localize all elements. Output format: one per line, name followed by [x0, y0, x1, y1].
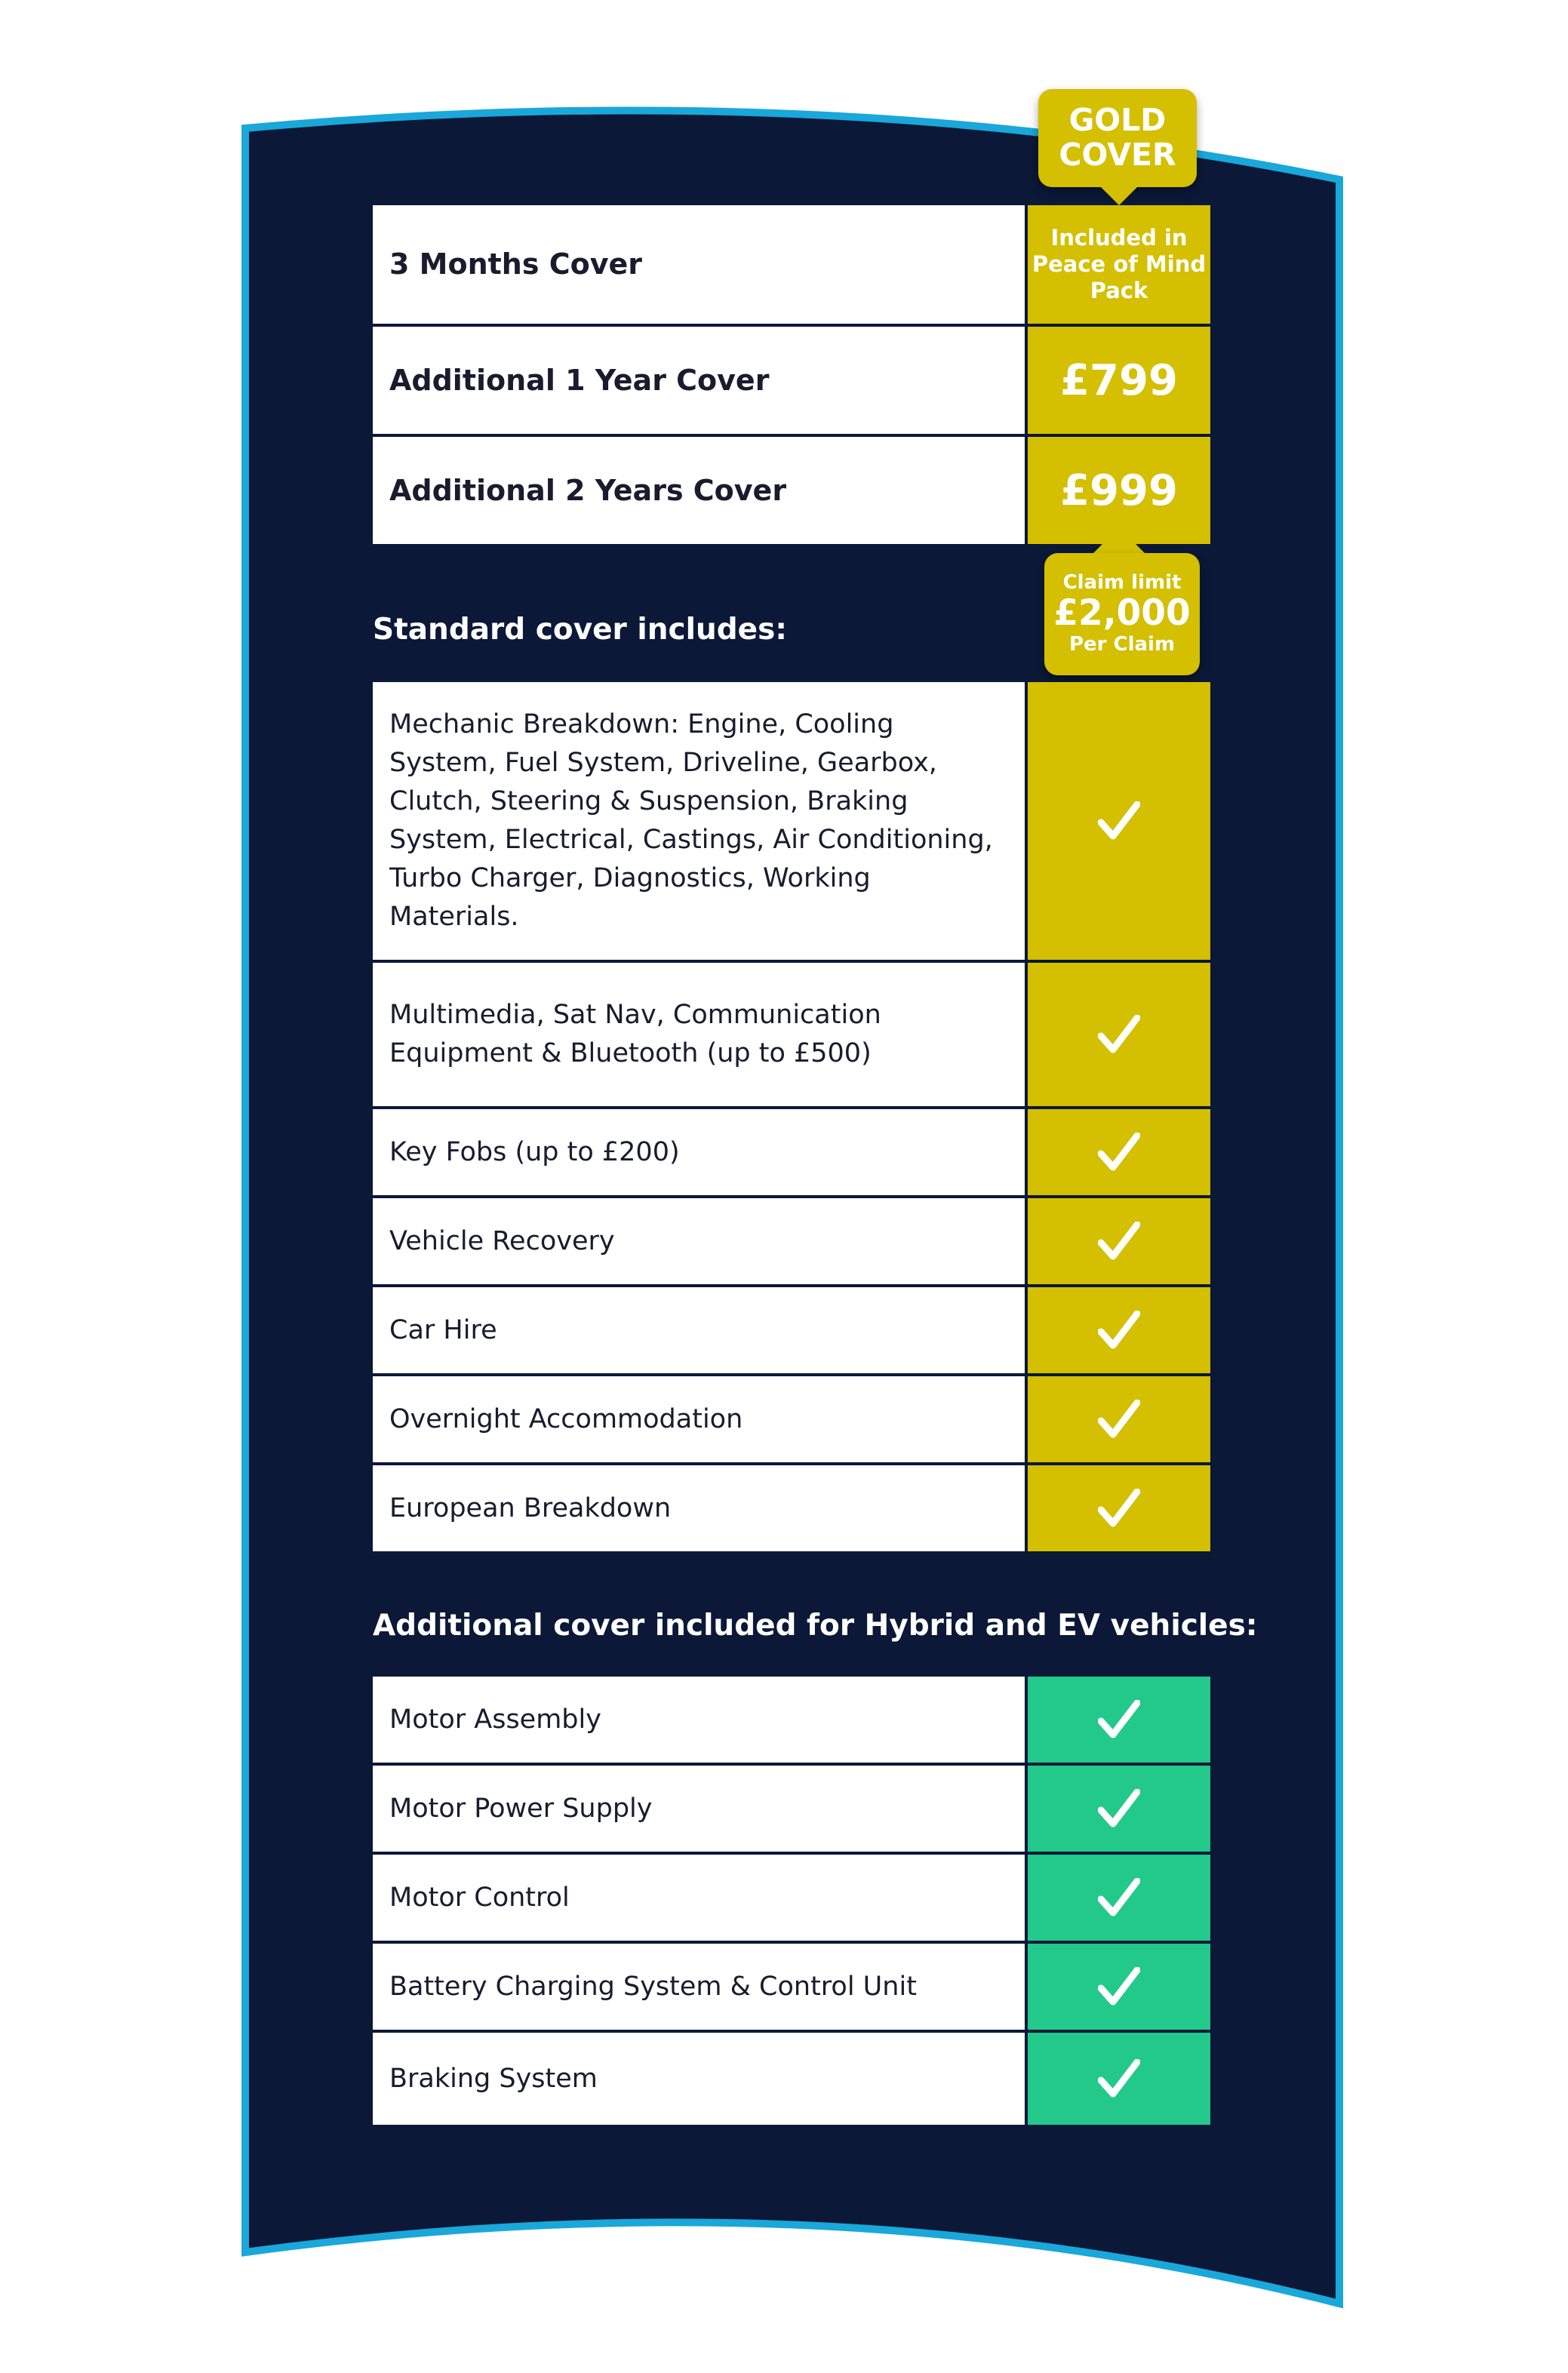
claim-limit-badge	[1044, 553, 1200, 675]
pricing-row-label-2-years	[373, 437, 1025, 544]
check-icon	[1098, 1789, 1140, 1828]
claim-limit-top: Claim limit	[1062, 571, 1182, 594]
price-1-year: £799	[1060, 355, 1178, 405]
ev-row-label	[373, 2033, 1025, 2125]
claim-badge-pointer	[1093, 527, 1145, 553]
check-icon	[1098, 801, 1140, 841]
ev-cover-heading: Additional cover included for Hybrid and EV vehicles:	[373, 1609, 1258, 1643]
standard-row-check-cell	[1028, 1465, 1210, 1551]
standard-row-label	[373, 1198, 1025, 1284]
standard-row-text: Overnight Accommodation	[389, 1403, 743, 1434]
ev-row-label	[373, 1944, 1025, 2030]
standard-row-label	[373, 682, 1025, 960]
standard-row-text: European Breakdown	[389, 1492, 672, 1523]
check-icon	[1098, 1878, 1140, 1917]
standard-cover-heading: Standard cover includes:	[373, 613, 787, 647]
pricing-label-text: Additional 1 Year Cover	[389, 363, 770, 397]
check-icon	[1098, 1400, 1140, 1439]
ev-row-check-cell	[1028, 1855, 1210, 1941]
ev-row-text: Motor Power Supply	[389, 1793, 653, 1824]
standard-row-label	[373, 1287, 1025, 1373]
claim-limit-amount: £2,000	[1053, 592, 1191, 634]
pricing-row-label-3-months	[373, 205, 1025, 324]
standard-row-text: Key Fobs (up to £200)	[389, 1136, 680, 1167]
ev-row-check-cell	[1028, 2033, 1210, 2125]
pricing-row-label-1-year	[373, 327, 1025, 434]
gold-badge-line2: COVER	[1059, 137, 1176, 173]
standard-row-label	[373, 963, 1025, 1106]
pricing-row-value-3-months	[1028, 205, 1210, 324]
check-icon	[1098, 2059, 1140, 2098]
standard-row-check-cell	[1028, 1109, 1210, 1195]
standard-row-check-cell	[1028, 1376, 1210, 1462]
ev-row-text: Battery Charging System & Control Unit	[389, 1971, 917, 2002]
ev-row-check-cell	[1028, 1944, 1210, 2030]
standard-row-text: Vehicle Recovery	[389, 1225, 615, 1256]
standard-row-label	[373, 1109, 1025, 1195]
ev-row-label	[373, 1766, 1025, 1852]
ev-row-check-cell	[1028, 1766, 1210, 1852]
ev-row-text: Motor Assembly	[389, 1704, 601, 1735]
claim-limit-bottom: Per Claim	[1068, 633, 1176, 656]
check-icon	[1098, 1311, 1140, 1350]
ev-row-text: Braking System	[389, 2063, 598, 2094]
check-icon	[1098, 1222, 1140, 1261]
check-icon	[1098, 1967, 1140, 2006]
ev-row-label	[373, 1677, 1025, 1763]
standard-row-label	[373, 1376, 1025, 1462]
pricing-label-text: Additional 2 Years Cover	[389, 473, 787, 507]
ev-row-check-cell	[1028, 1677, 1210, 1763]
standard-row-text: Mechanic Breakdown: Engine, Cooling System, Fuel System, Driveline, Gearbox, Clutch, Steering & Suspension, Braking System, Electrical, Castings, Air Conditioning, Turbo Charger, Diagnostics, Working Materials.	[389, 709, 993, 932]
check-icon	[1098, 1489, 1140, 1528]
standard-row-check-cell	[1028, 1287, 1210, 1373]
standard-row-check-cell	[1028, 682, 1210, 960]
standard-row-text: Multimedia, Sat Nav, Communication Equipment & Bluetooth (up to £500)	[389, 1000, 881, 1068]
check-icon	[1098, 1133, 1140, 1172]
ev-row-text: Motor Control	[389, 1882, 570, 1913]
standard-row-check-cell	[1028, 963, 1210, 1106]
standard-row-text: Car Hire	[389, 1314, 497, 1345]
gold-cover-badge	[1038, 89, 1197, 187]
check-icon	[1098, 1015, 1140, 1054]
check-icon	[1098, 1700, 1140, 1739]
pricing-row-value-1-year	[1028, 327, 1210, 434]
ev-row-label	[373, 1855, 1025, 1941]
standard-row-label	[373, 1465, 1025, 1551]
gold-badge-line1: GOLD	[1068, 102, 1167, 138]
gold-badge-pointer	[1093, 180, 1145, 205]
standard-row-check-cell	[1028, 1198, 1210, 1284]
pricing-label-text: 3 Months Cover	[389, 247, 642, 281]
price-2-years: £999	[1060, 466, 1178, 515]
included-in-pack-text: Included in Peace of Mind Pack	[1031, 225, 1207, 303]
